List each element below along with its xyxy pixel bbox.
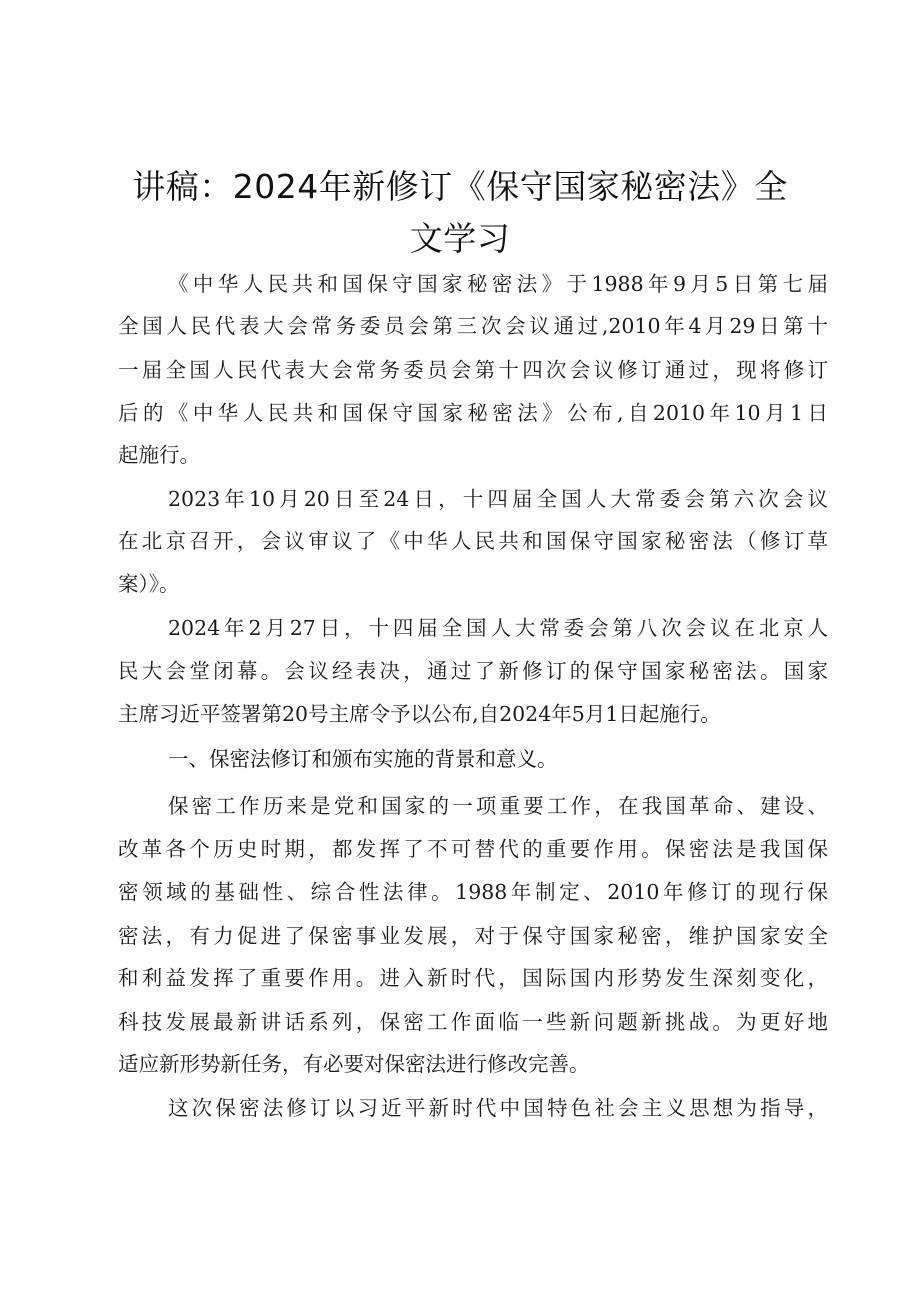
paragraph-1-line-1: 《中华人民共和国保守国家秘密法》于1988年9月5日第七届 — [168, 272, 828, 296]
paragraph-1-line-2: 全国人民代表大会常务委员会第三次会议通过,2010年4月29日第十 — [118, 314, 828, 338]
paragraph-1-line-4: 后的《中华人民共和国保守国家秘密法》公布,自2010年10月1日 — [118, 401, 828, 425]
paragraph-5-line-1: 这次保密法修订以习近平新时代中国特色社会主义思想为指导， — [168, 1096, 828, 1120]
paragraph-4-line-3: 密领域的基础性、综合性法律。1988年制定、2010年修订的现行保 — [118, 880, 828, 904]
document-title-line-1: 讲稿：2024年新修订《保守国家秘密法》全 — [132, 167, 788, 206]
paragraph-3-line-2: 民大会堂闭幕。会议经表决，通过了新修订的保守国家秘密法。国家 — [118, 659, 828, 683]
paragraph-4-line-6: 科技发展最新讲话系列，保密工作面临一些新问题新挑战。为更好地 — [118, 1010, 828, 1034]
paragraph-3-line-3: 主席习近平签署第20号主席令予以公布,自2024年5月1日起施行。 — [118, 702, 721, 726]
paragraph-2-line-1: 2023年10月20日至24日，十四届全国人大常委会第六次会议 — [168, 487, 828, 511]
paragraph-4-line-5: 和利益发挥了重要作用。进入新时代，国际国内形势发生深刻变化， — [118, 966, 828, 990]
section-heading: 一、保密法修订和颁布实施的背景和意义。 — [168, 747, 558, 771]
paragraph-4-line-2: 改革各个历史时期，都发挥了不可替代的重要作用。保密法是我国保 — [118, 837, 828, 861]
paragraph-3-line-1: 2024年2月27日，十四届全国人大常委会第八次会议在北京人 — [168, 616, 828, 640]
paragraph-2-line-2: 在北京召开，会议审议了《中华人民共和国保守国家秘密法（修订草 — [118, 529, 828, 553]
paragraph-4-line-1: 保密工作历来是党和国家的一项重要工作，在我国革命、建设、 — [168, 794, 828, 818]
paragraph-2-line-3: 案）》。 — [118, 572, 180, 596]
paragraph-1-line-5: 起施行。 — [118, 443, 200, 467]
paragraph-4-line-7: 适应新形势新任务，有必要对保密法进行修改完善。 — [118, 1052, 590, 1076]
paragraph-1-line-3: 一届全国人民代表大会常务委员会第十四次会议修订通过，现将修订 — [118, 358, 828, 382]
paragraph-4-line-4: 密法，有力促进了保密事业发展，对于保守国家秘密，维护国家安全 — [118, 924, 828, 948]
document-title-line-2: 文学习 — [409, 219, 511, 258]
